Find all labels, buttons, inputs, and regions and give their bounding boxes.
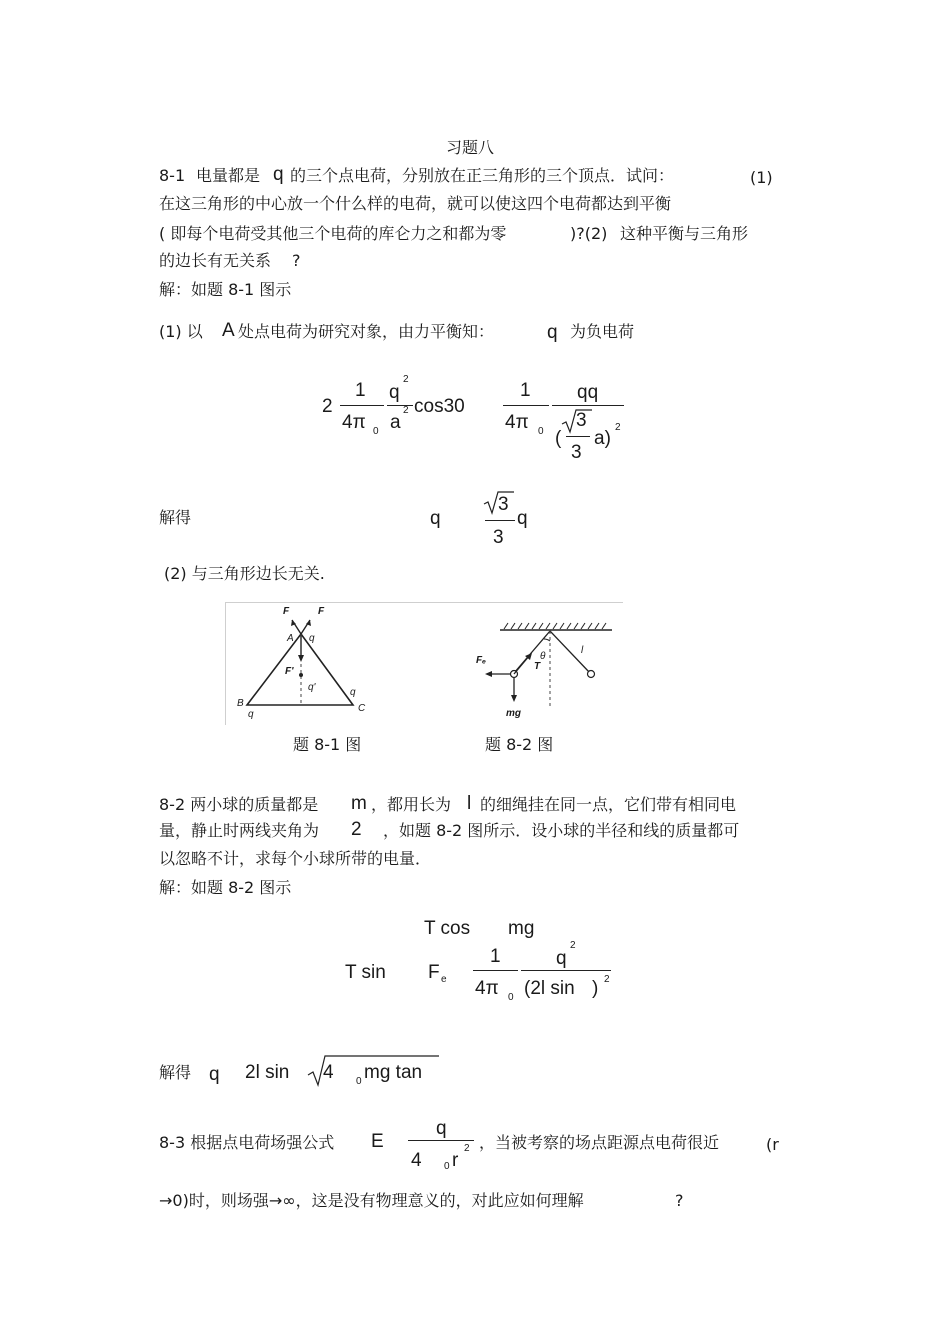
label-q: q — [248, 709, 254, 720]
text: 的边长有无关系 — [159, 251, 272, 270]
text: 的三个点电荷，分别放在正三角形的三个顶点．试问： — [290, 166, 675, 185]
text: ? — [292, 251, 301, 270]
label-T: T — [534, 661, 541, 672]
fraction-bar — [552, 405, 624, 406]
eq-three: 3 — [571, 442, 582, 463]
eq-q: q — [556, 948, 567, 969]
eq-sup2: 2 — [403, 374, 409, 385]
result-mgtan: mg tan — [364, 1062, 423, 1083]
eq-Tcos: T cos — [424, 918, 471, 939]
text: 以忽略不计，求每个小球所带的电量． — [159, 849, 432, 868]
text: ，都用长为 — [371, 795, 452, 814]
eq-one: 1 — [520, 380, 531, 401]
label-F: F — [283, 606, 290, 617]
eq-4: 4 — [411, 1150, 422, 1171]
symbol-E: E — [371, 1131, 384, 1152]
text: ( 即每个电荷受其他三个电荷的库仑力之和都为零 — [159, 224, 507, 243]
text: (1) 以 — [159, 322, 203, 341]
solution-label: 解：如题 8-2 图示 — [159, 878, 292, 897]
label-F-prime: F' — [285, 666, 294, 677]
eq-sqrt3: 3 — [576, 410, 587, 431]
text: 8-2 两小球的质量都是 — [159, 795, 319, 814]
fraction-bar — [521, 970, 611, 971]
result-q: q — [430, 508, 441, 529]
symbol-q: q — [547, 322, 558, 343]
label-B: B — [237, 698, 244, 709]
figure-caption-8-2: 题 8-2 图 — [485, 735, 554, 754]
eq-q: q — [389, 382, 400, 403]
text: 为负电荷 — [570, 322, 635, 341]
eq-sub-e: e — [441, 974, 447, 985]
figure-caption-8-1: 题 8-1 图 — [293, 735, 362, 754]
text: 量，静止时两线夹角为 — [159, 821, 320, 840]
result-2lsin: 2l sin — [245, 1062, 290, 1083]
text: 8-3 根据点电荷场强公式 — [159, 1133, 335, 1152]
text: ? — [675, 1191, 684, 1210]
result-sqrt3: 3 — [498, 494, 509, 515]
text: (2) 与三角形边长无关. — [164, 564, 325, 583]
eq-cos30: cos30 — [414, 396, 465, 417]
eq-sup2: 2 — [615, 422, 621, 433]
text: 这种平衡与三角形 — [620, 224, 749, 243]
page-title: 习题八 — [446, 138, 495, 157]
result-sub0: 0 — [356, 1076, 362, 1087]
eq-lparen: ( — [555, 428, 562, 449]
fraction-bar — [503, 405, 549, 406]
eq-two: 2 — [322, 396, 333, 417]
eq-mg: mg — [508, 918, 535, 939]
eq-sup2: 2 — [403, 405, 409, 416]
text: 解得 — [159, 508, 192, 527]
eq-r: r — [452, 1150, 459, 1171]
label-Fe: Fₑ — [476, 655, 487, 666]
text: ，当被考察的场点距源点电荷很近 — [479, 1133, 720, 1152]
label-q: q — [309, 633, 315, 644]
fraction-bar — [566, 436, 590, 437]
fraction-bar — [485, 520, 515, 521]
text: 电量都是 — [196, 166, 261, 185]
eq-q: q — [436, 1118, 447, 1139]
text: 处点电荷为研究对象，由力平衡知： — [238, 322, 495, 341]
text: ，如题 8-2 图所示．设小球的半径和线的质量都可 — [383, 821, 740, 840]
label-l: l — [581, 645, 584, 656]
eq-4pi: 4π — [505, 412, 529, 433]
symbol-q: q — [273, 164, 284, 185]
text: 的细绳挂在同一点，它们带有相同电 — [480, 795, 737, 814]
eq-Tsin: T sin — [345, 962, 386, 983]
eq-4pi: 4π — [475, 978, 499, 999]
eq-sup2: 2 — [464, 1143, 470, 1154]
eq-a: a — [390, 412, 401, 433]
eq-den: (2l sin — [524, 978, 575, 999]
text: (r — [766, 1135, 779, 1154]
eq-F: F — [428, 962, 440, 983]
fraction-bar — [340, 405, 384, 406]
label-q-prime: q' — [308, 682, 316, 693]
eq-qq: qq — [577, 382, 599, 403]
text: (1) — [750, 168, 773, 187]
eq-a: a) — [594, 428, 611, 449]
label-C: C — [358, 703, 366, 714]
eq-one: 1 — [490, 946, 501, 967]
symbol-2: 2 — [351, 819, 362, 840]
result-q: q — [517, 508, 528, 529]
eq-sup2: 2 — [604, 974, 610, 985]
solution-label: 解：如题 8-1 图示 — [159, 280, 292, 299]
eq-4pi: 4π — [342, 412, 366, 433]
label-mg: mg — [506, 708, 521, 719]
label-q: q — [350, 687, 356, 698]
eq-rparen: ) — [592, 978, 599, 999]
symbol-m: m — [351, 793, 367, 814]
label-F: F — [318, 606, 325, 617]
problem-number: 8-1 — [159, 166, 186, 185]
eq-sub0: 0 — [508, 992, 514, 1003]
result-three: 3 — [493, 527, 504, 548]
eq-sub0: 0 — [373, 426, 379, 437]
fraction-bar — [408, 1140, 474, 1141]
fraction-bar — [387, 405, 413, 406]
symbol-l: l — [467, 793, 472, 814]
fraction-bar — [473, 970, 518, 971]
label-theta: θ — [540, 651, 546, 662]
text: )?(2) — [570, 224, 608, 243]
label-A: A — [287, 633, 294, 644]
symbol-A: A — [222, 320, 235, 341]
text: 在这三角形的中心放一个什么样的电荷，就可以使这四个电荷都达到平衡 — [159, 194, 672, 213]
text: 解得 — [159, 1063, 192, 1082]
result-4: 4 — [323, 1062, 334, 1083]
eq-sub0: 0 — [444, 1161, 450, 1172]
eq-sup2: 2 — [570, 940, 576, 951]
text: →0)时，则场强→∞，这是没有物理意义的，对此应如何理解 — [159, 1191, 584, 1210]
eq-one: 1 — [355, 380, 366, 401]
result-q: q — [209, 1064, 220, 1085]
figure-8-1-drawing — [225, 602, 622, 726]
eq-sub0: 0 — [538, 426, 544, 437]
